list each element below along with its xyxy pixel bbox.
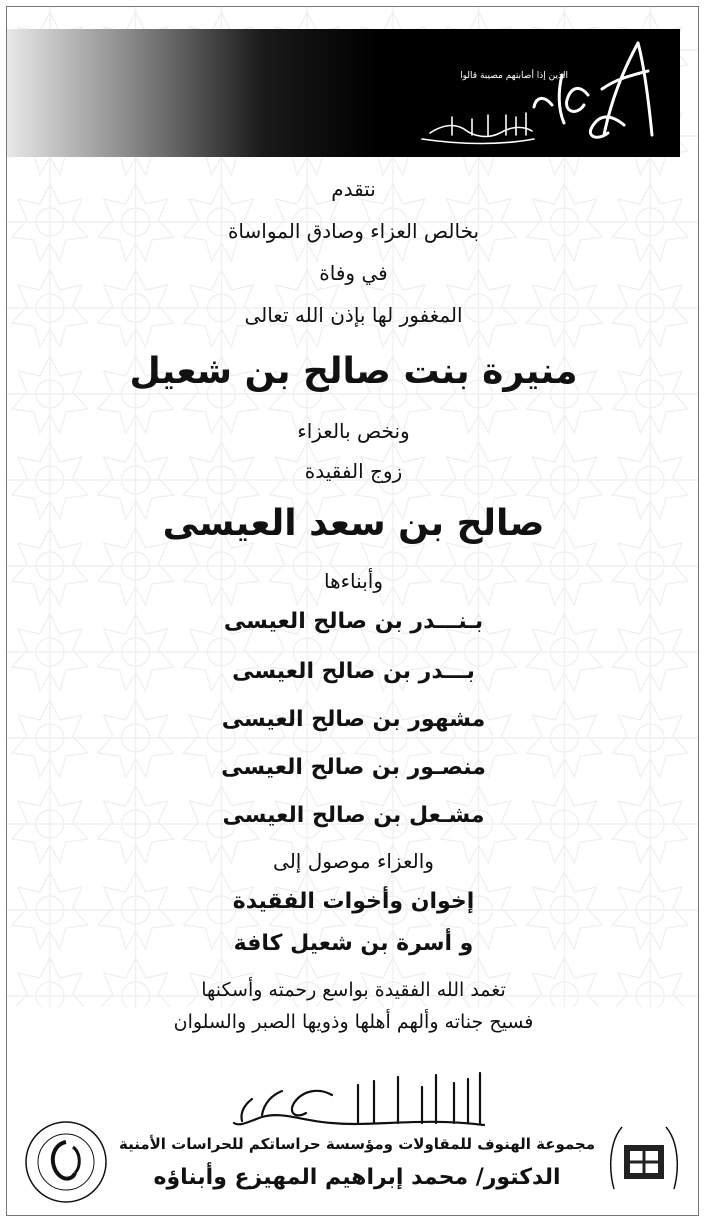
text-line: فسيح جناته وألهم أهلها وذويها الصبر والسلوان <box>173 1011 534 1033</box>
footer-companies: مجموعة الهنوف للمقاولات ومؤسسة حراساتكم للحراسات الأمنية <box>118 1135 595 1153</box>
text-line: تغمد الله الفقيدة بواسع رحمته وأسكنها <box>201 979 506 1001</box>
text-line: مشهور بن صالح العيسى <box>221 707 486 732</box>
text-line: زوج الفقيدة <box>304 459 403 483</box>
banner-verse-small: الذين إذا أصابتهم مصيبة قالوا <box>460 71 568 81</box>
header-banner <box>7 29 680 157</box>
calligraphy-emblem <box>412 35 662 149</box>
text-line: المغفور لها بإذن الله تعالى <box>244 303 463 327</box>
condolence-page <box>6 6 699 1216</box>
text-line: وأبناءها <box>324 569 383 593</box>
text-line: منيرة بنت صالح بن شعيل <box>129 351 578 392</box>
text-line: و أسرة بن شعيل كافة <box>233 931 474 956</box>
closing-calligraphy <box>222 1065 492 1135</box>
text-line: في وفاة <box>319 261 388 285</box>
text-line: منصـور بن صالح العيسى <box>221 755 486 780</box>
text-line: بخالص العزاء وصادق المواساة <box>227 219 480 243</box>
text-line: صالح بن سعد العيسى <box>162 503 545 544</box>
alhanouf-group-logo <box>604 1117 684 1207</box>
text-line: نتقدم <box>331 177 376 201</box>
text-line: إخوان وأخوات الفقيدة <box>232 889 475 914</box>
text-line: والعزاء موصول إلى <box>273 849 434 873</box>
footer-family-name: الدكتور/ محمد إبراهيم المهيزع وأبناؤه <box>153 1165 561 1190</box>
text-line: بـــدر بن صالح العيسى <box>232 659 475 684</box>
text-line: ونخص بالعزاء <box>297 419 410 443</box>
text-line: مشـعل بن صالح العيسى <box>222 803 485 828</box>
harasatcom-logo <box>21 1117 111 1207</box>
text-line: بـنـــدر بن صالح العيسى <box>223 609 484 634</box>
